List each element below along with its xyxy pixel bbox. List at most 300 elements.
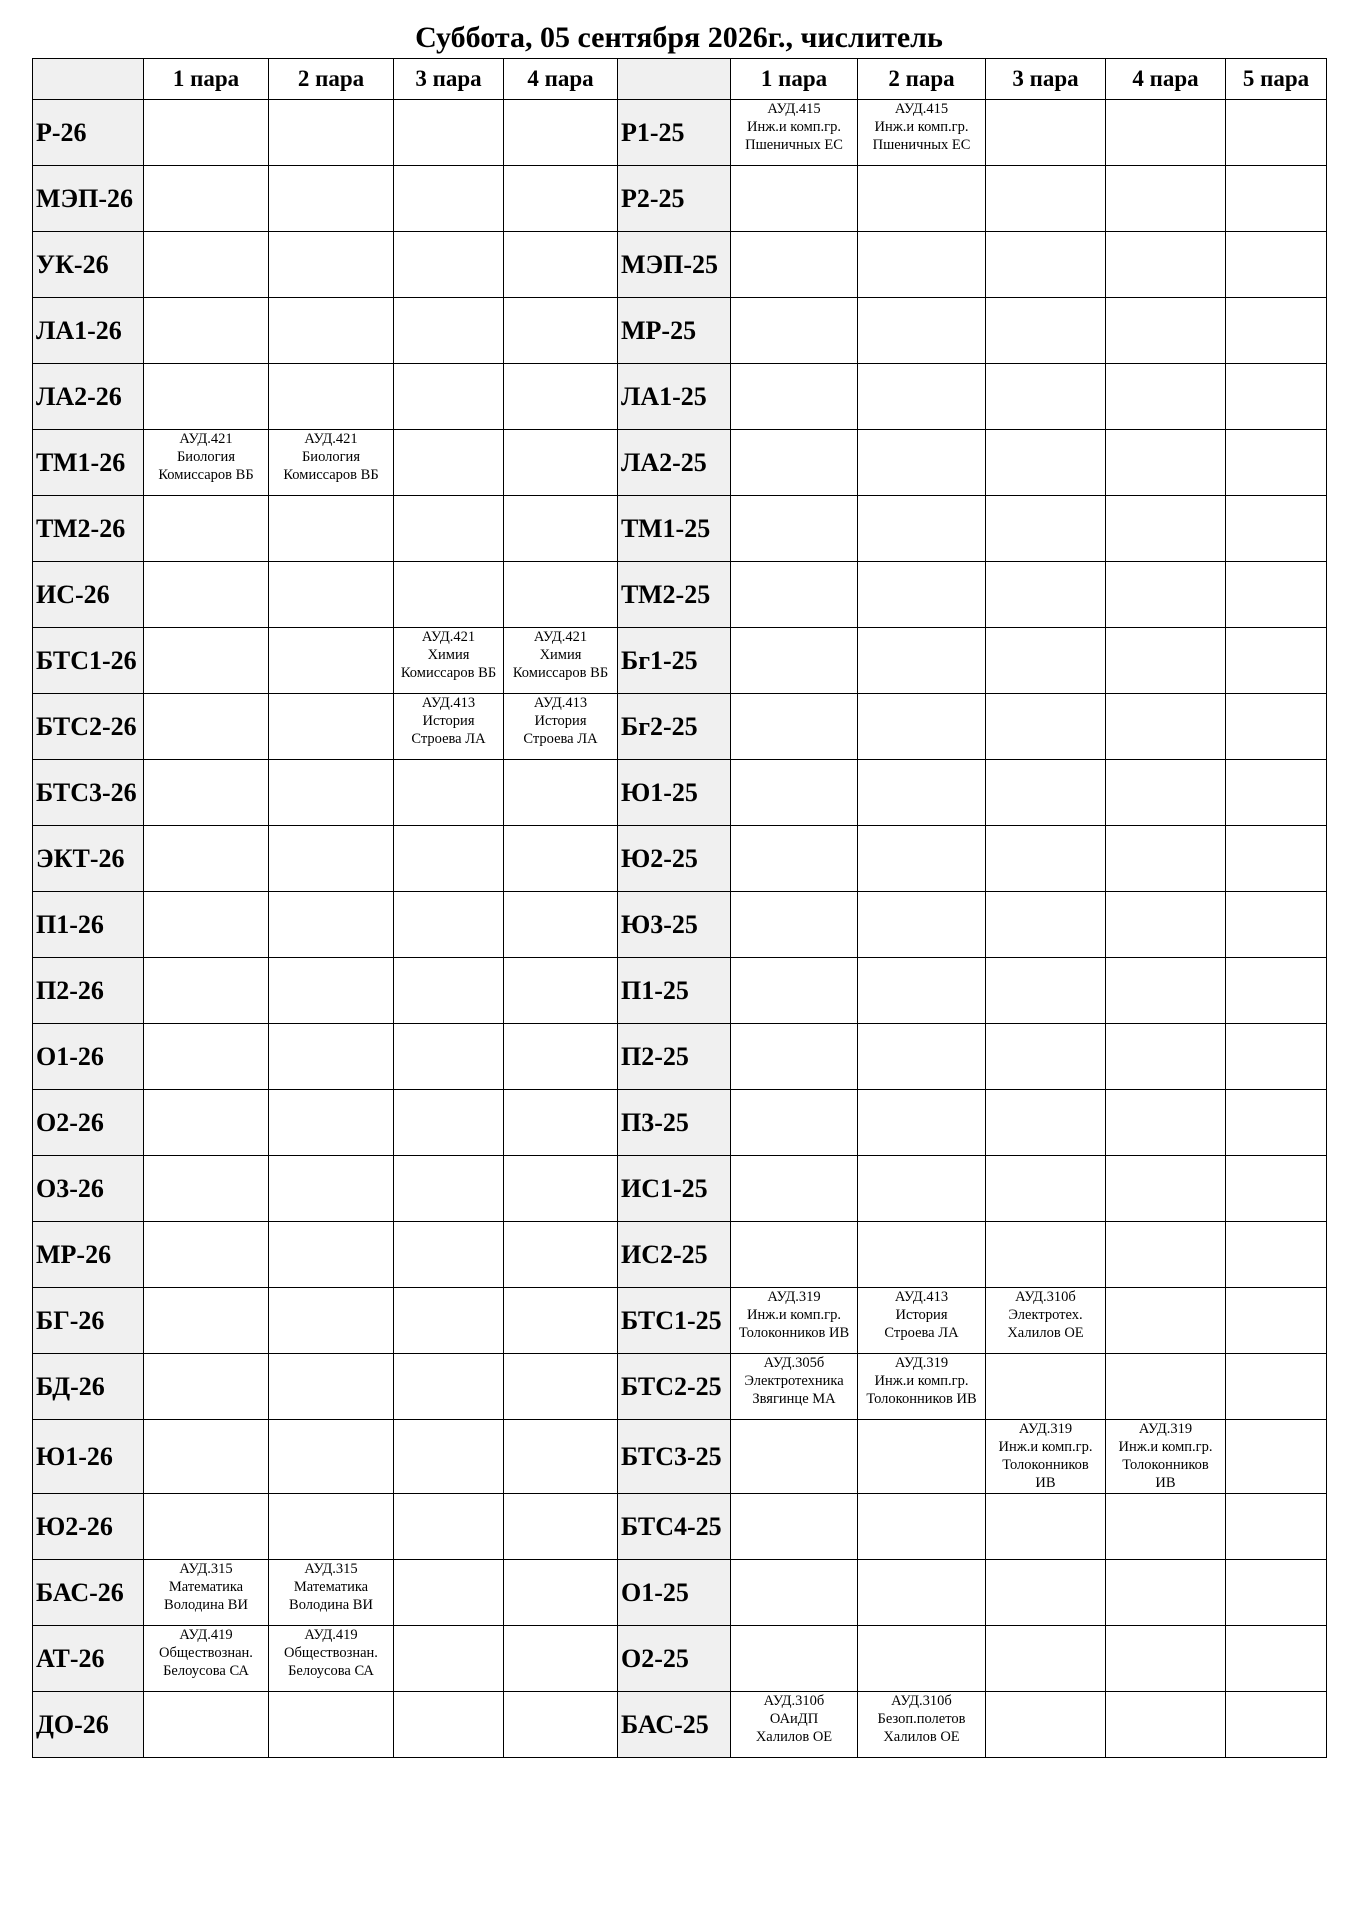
right-lesson-cell xyxy=(731,1420,858,1494)
left-lesson-cell xyxy=(394,1222,504,1288)
right-lesson-cell xyxy=(731,430,858,496)
right-group-name: П3-25 xyxy=(618,1090,731,1156)
right-lesson-cell xyxy=(986,1354,1106,1420)
right-lesson-cell xyxy=(986,100,1106,166)
table-row xyxy=(33,1222,1327,1288)
right-lesson-cell xyxy=(731,364,858,430)
left-lesson-cell xyxy=(269,1626,394,1692)
right-group-name: БТС2-25 xyxy=(618,1354,731,1420)
right-group-name: Ю1-25 xyxy=(618,760,731,826)
right-period-header: 4 пара xyxy=(1106,59,1226,100)
right-lesson-cell xyxy=(986,1090,1106,1156)
left-lesson-cell xyxy=(269,298,394,364)
right-lesson-cell xyxy=(731,496,858,562)
left-lesson-cell xyxy=(144,298,269,364)
lesson-teacher: Звягинце МА xyxy=(752,1391,836,1407)
right-group-name: Ю2-25 xyxy=(618,826,731,892)
right-lesson-cell xyxy=(1226,430,1327,496)
right-group-name: БАС-25 xyxy=(618,1692,731,1758)
right-group-name: БТС3-25 xyxy=(618,1420,731,1494)
left-lesson-cell xyxy=(269,1288,394,1354)
right-group-name: ЛА2-25 xyxy=(618,430,731,496)
lesson-subject: Инж.и комп.гр. xyxy=(874,119,969,135)
right-group-name: МР-25 xyxy=(618,298,731,364)
left-lesson-cell xyxy=(269,364,394,430)
left-lesson-cell xyxy=(504,100,618,166)
lesson-room: АУД.421 xyxy=(304,431,358,447)
right-group-name: МЭП-25 xyxy=(618,232,731,298)
left-group-name: БТС1-26 xyxy=(33,628,144,694)
right-lesson-cell xyxy=(986,496,1106,562)
left-lesson-cell xyxy=(394,826,504,892)
left-lesson-cell xyxy=(144,166,269,232)
left-lesson-cell xyxy=(504,1354,618,1420)
lesson-teacher: Володина ВИ xyxy=(164,1597,248,1613)
right-lesson-cell xyxy=(1106,1156,1226,1222)
lesson-subject: История xyxy=(534,713,587,729)
left-lesson-cell xyxy=(144,628,269,694)
left-lesson-cell xyxy=(269,1090,394,1156)
left-lesson-cell xyxy=(394,1156,504,1222)
table-row xyxy=(33,364,1327,430)
left-group-name: Ю2-26 xyxy=(33,1494,144,1560)
lesson-teacher: ИВ xyxy=(1035,1475,1056,1491)
lesson-subject: Обществознан. xyxy=(284,1645,378,1661)
table-row xyxy=(33,1420,1327,1494)
right-lesson-cell xyxy=(858,760,986,826)
lesson-teacher: ИВ xyxy=(1155,1475,1176,1491)
left-lesson-cell xyxy=(504,826,618,892)
table-row xyxy=(33,298,1327,364)
lesson-subject: Обществознан. xyxy=(159,1645,253,1661)
left-lesson-cell xyxy=(394,1090,504,1156)
left-lesson-cell xyxy=(504,1494,618,1560)
right-lesson-cell xyxy=(1226,1494,1327,1560)
left-lesson-cell xyxy=(394,1288,504,1354)
left-lesson-cell xyxy=(269,1156,394,1222)
right-lesson-cell xyxy=(986,298,1106,364)
left-lesson-cell xyxy=(144,1156,269,1222)
left-group-name: БТС2-26 xyxy=(33,694,144,760)
right-lesson-cell xyxy=(986,1626,1106,1692)
lesson-subject: Безоп.полетов xyxy=(877,1711,966,1727)
lesson-subject: Инж.и комп.гр. xyxy=(998,1439,1093,1455)
left-lesson-cell xyxy=(394,166,504,232)
left-lesson-cell xyxy=(504,1692,618,1758)
lesson-subject: Инж.и комп.гр. xyxy=(747,1307,841,1323)
right-lesson-cell xyxy=(1226,100,1327,166)
left-group-name: БД-26 xyxy=(33,1354,144,1420)
page-title: Суббота, 05 сентября 2026г., числитель xyxy=(415,21,943,54)
left-lesson-cell xyxy=(269,232,394,298)
right-lesson-cell xyxy=(731,100,858,166)
right-group-name: О1-25 xyxy=(618,1560,731,1626)
left-lesson-cell xyxy=(144,1024,269,1090)
lesson-teacher: Белоусова СА xyxy=(288,1663,374,1679)
right-lesson-cell xyxy=(1226,562,1327,628)
left-lesson-cell xyxy=(269,694,394,760)
right-lesson-cell xyxy=(1106,1222,1226,1288)
lesson-room: АУД.315 xyxy=(179,1561,233,1577)
left-group-name: БГ-26 xyxy=(33,1288,144,1354)
right-lesson-cell xyxy=(858,826,986,892)
left-lesson-cell xyxy=(394,1626,504,1692)
right-lesson-cell xyxy=(1106,958,1226,1024)
right-lesson-cell xyxy=(1226,958,1327,1024)
right-lesson-cell xyxy=(1106,1626,1226,1692)
right-lesson-cell xyxy=(986,1222,1106,1288)
right-lesson-cell xyxy=(1226,892,1327,958)
left-lesson-cell xyxy=(269,1024,394,1090)
table-row xyxy=(33,958,1327,1024)
left-lesson-cell xyxy=(269,1560,394,1626)
right-group-name: Р2-25 xyxy=(618,166,731,232)
left-lesson-cell xyxy=(144,760,269,826)
lesson-room: АУД.319 xyxy=(1138,1421,1193,1437)
right-lesson-cell xyxy=(858,1560,986,1626)
right-lesson-cell xyxy=(1226,1090,1327,1156)
right-group-name: О2-25 xyxy=(618,1626,731,1692)
table-row xyxy=(33,430,1327,496)
lesson-teacher: Халилов ОЕ xyxy=(755,1729,833,1745)
right-group-name: БТС1-25 xyxy=(618,1288,731,1354)
lesson-room: АУД.319 xyxy=(894,1355,949,1371)
left-lesson-cell xyxy=(504,364,618,430)
right-lesson-cell xyxy=(731,694,858,760)
lesson-subject: Биология xyxy=(176,449,235,465)
table-row xyxy=(33,760,1327,826)
left-lesson-cell xyxy=(394,100,504,166)
right-lesson-cell xyxy=(858,1494,986,1560)
right-lesson-cell xyxy=(1106,1494,1226,1560)
left-group-name: Р-26 xyxy=(33,100,144,166)
left-lesson-cell xyxy=(394,1354,504,1420)
left-lesson-cell xyxy=(144,364,269,430)
right-lesson-cell xyxy=(858,1024,986,1090)
right-group-name: ИС1-25 xyxy=(618,1156,731,1222)
left-lesson-cell xyxy=(269,562,394,628)
left-lesson-cell xyxy=(394,430,504,496)
left-lesson-cell xyxy=(269,166,394,232)
left-period-header: 3 пара xyxy=(394,59,504,100)
right-lesson-cell xyxy=(731,958,858,1024)
left-period-header: 2 пара xyxy=(269,59,394,100)
right-lesson-cell xyxy=(986,892,1106,958)
left-lesson-cell xyxy=(504,760,618,826)
right-lesson-cell xyxy=(1106,826,1226,892)
right-lesson-cell xyxy=(731,298,858,364)
right-lesson-cell xyxy=(858,892,986,958)
left-group-name: МР-26 xyxy=(33,1222,144,1288)
table-row xyxy=(33,1156,1327,1222)
right-group-name: Бг1-25 xyxy=(618,628,731,694)
lesson-room: АУД.305б xyxy=(763,1355,825,1371)
right-lesson-cell xyxy=(731,1494,858,1560)
right-lesson-cell xyxy=(858,364,986,430)
left-lesson-cell xyxy=(394,1692,504,1758)
left-group-name: ДО-26 xyxy=(33,1692,144,1758)
left-lesson-cell xyxy=(504,298,618,364)
lesson-subject: История xyxy=(895,1307,948,1323)
lesson-teacher: Толоконников ИВ xyxy=(738,1325,850,1341)
left-lesson-cell xyxy=(144,1222,269,1288)
left-lesson-cell xyxy=(394,298,504,364)
left-lesson-cell xyxy=(144,562,269,628)
right-lesson-cell xyxy=(1226,1692,1327,1758)
right-lesson-cell xyxy=(858,166,986,232)
right-group-name: БТС4-25 xyxy=(618,1494,731,1560)
right-lesson-cell xyxy=(731,1156,858,1222)
table-row xyxy=(33,1288,1327,1354)
left-group-name: Ю1-26 xyxy=(33,1420,144,1494)
right-period-header: 2 пара xyxy=(858,59,986,100)
left-lesson-cell xyxy=(504,562,618,628)
left-lesson-cell xyxy=(394,1560,504,1626)
right-lesson-cell xyxy=(858,1156,986,1222)
table-row xyxy=(33,1354,1327,1420)
left-lesson-cell xyxy=(144,1090,269,1156)
left-lesson-cell xyxy=(504,1024,618,1090)
left-lesson-cell xyxy=(144,1626,269,1692)
lesson-room: АУД.421 xyxy=(533,629,588,645)
right-lesson-cell xyxy=(986,232,1106,298)
right-lesson-cell xyxy=(1226,1420,1327,1494)
lesson-subject: Электротехника xyxy=(744,1373,844,1389)
right-group-name: ТМ2-25 xyxy=(618,562,731,628)
left-lesson-cell xyxy=(504,958,618,1024)
right-lesson-cell xyxy=(1106,1560,1226,1626)
lesson-subject: Математика xyxy=(293,1579,369,1595)
right-lesson-cell xyxy=(1226,628,1327,694)
left-corner-cell xyxy=(33,59,144,100)
right-group-name: П2-25 xyxy=(618,1024,731,1090)
right-lesson-cell xyxy=(858,1420,986,1494)
left-lesson-cell xyxy=(504,1288,618,1354)
lesson-teacher: Халилов ОЕ xyxy=(1007,1325,1084,1341)
left-lesson-cell xyxy=(394,1024,504,1090)
lesson-room: АУД.413 xyxy=(421,695,476,711)
left-lesson-cell xyxy=(144,1288,269,1354)
lesson-subject: Химия xyxy=(539,647,582,663)
right-lesson-cell xyxy=(731,892,858,958)
left-lesson-cell xyxy=(269,760,394,826)
left-group-name: П1-26 xyxy=(33,892,144,958)
left-lesson-cell xyxy=(144,1494,269,1560)
right-group-name: ИС2-25 xyxy=(618,1222,731,1288)
table-row xyxy=(33,1024,1327,1090)
right-lesson-cell xyxy=(731,628,858,694)
left-group-name: БТС3-26 xyxy=(33,760,144,826)
right-lesson-cell xyxy=(731,1626,858,1692)
table-row xyxy=(33,166,1327,232)
lesson-teacher: Строева ЛА xyxy=(523,731,598,747)
right-lesson-cell xyxy=(1226,1288,1327,1354)
left-lesson-cell xyxy=(144,892,269,958)
left-lesson-cell xyxy=(504,1560,618,1626)
table-row xyxy=(33,1560,1327,1626)
lesson-room: АУД.310б xyxy=(1015,1289,1076,1305)
left-lesson-cell xyxy=(504,1090,618,1156)
right-lesson-cell xyxy=(858,1626,986,1692)
right-lesson-cell xyxy=(986,1156,1106,1222)
lesson-room: АУД.419 xyxy=(179,1627,233,1643)
lesson-room: АУД.421 xyxy=(179,431,233,447)
table-row xyxy=(33,694,1327,760)
left-lesson-cell xyxy=(504,1420,618,1494)
right-corner-cell xyxy=(618,59,731,100)
left-lesson-cell xyxy=(394,1494,504,1560)
left-lesson-cell xyxy=(394,364,504,430)
right-lesson-cell xyxy=(858,496,986,562)
lesson-room: АУД.413 xyxy=(894,1289,949,1305)
left-lesson-cell xyxy=(144,232,269,298)
left-lesson-cell xyxy=(504,892,618,958)
right-lesson-cell xyxy=(1106,562,1226,628)
header-row xyxy=(33,59,1327,100)
right-lesson-cell xyxy=(1226,760,1327,826)
right-lesson-cell xyxy=(1106,1090,1226,1156)
lesson-teacher: Володина ВИ xyxy=(289,1597,373,1613)
right-lesson-cell xyxy=(1226,826,1327,892)
right-lesson-cell xyxy=(731,1692,858,1758)
lesson-teacher: Пшеничных ЕС xyxy=(872,137,971,153)
right-lesson-cell xyxy=(986,1560,1106,1626)
left-lesson-cell xyxy=(269,1494,394,1560)
left-lesson-cell xyxy=(144,430,269,496)
lesson-teacher: Толоконников ИВ xyxy=(866,1391,977,1407)
right-lesson-cell xyxy=(986,760,1106,826)
left-lesson-cell xyxy=(394,496,504,562)
schedule-table xyxy=(32,58,1327,1758)
right-lesson-cell xyxy=(858,232,986,298)
right-group-name: ЛА1-25 xyxy=(618,364,731,430)
left-lesson-cell xyxy=(144,694,269,760)
right-lesson-cell xyxy=(1226,1354,1327,1420)
lesson-teacher: Толоконников xyxy=(1122,1457,1209,1473)
table-row xyxy=(33,100,1327,166)
right-lesson-cell xyxy=(1106,1024,1226,1090)
table-row xyxy=(33,232,1327,298)
left-lesson-cell xyxy=(504,1222,618,1288)
table-row xyxy=(33,1692,1327,1758)
left-group-name: О2-26 xyxy=(33,1090,144,1156)
lesson-room: АУД.415 xyxy=(894,101,949,117)
right-period-header: 1 пара xyxy=(731,59,858,100)
right-lesson-cell xyxy=(986,826,1106,892)
right-lesson-cell xyxy=(858,958,986,1024)
right-lesson-cell xyxy=(1226,1626,1327,1692)
left-lesson-cell xyxy=(504,694,618,760)
left-group-name: АТ-26 xyxy=(33,1626,144,1692)
left-group-name: О1-26 xyxy=(33,1024,144,1090)
right-lesson-cell xyxy=(858,298,986,364)
left-lesson-cell xyxy=(394,694,504,760)
table-row xyxy=(33,892,1327,958)
right-lesson-cell xyxy=(986,1420,1106,1494)
right-lesson-cell xyxy=(1106,1354,1226,1420)
table-row xyxy=(33,628,1327,694)
right-lesson-cell xyxy=(986,694,1106,760)
left-group-name: ЛА2-26 xyxy=(33,364,144,430)
right-lesson-cell xyxy=(858,1692,986,1758)
right-lesson-cell xyxy=(986,430,1106,496)
right-lesson-cell xyxy=(858,1354,986,1420)
left-lesson-cell xyxy=(394,562,504,628)
lesson-room: АУД.315 xyxy=(304,1561,358,1577)
lesson-room: АУД.415 xyxy=(767,101,821,117)
left-lesson-cell xyxy=(144,100,269,166)
left-lesson-cell xyxy=(394,628,504,694)
left-lesson-cell xyxy=(504,232,618,298)
left-lesson-cell xyxy=(269,430,394,496)
lesson-teacher: Халилов ОЕ xyxy=(883,1729,960,1745)
lesson-teacher: Комиссаров ВБ xyxy=(512,665,609,681)
right-lesson-cell xyxy=(986,1288,1106,1354)
left-lesson-cell xyxy=(504,166,618,232)
left-lesson-cell xyxy=(394,232,504,298)
left-lesson-cell xyxy=(144,1560,269,1626)
right-lesson-cell xyxy=(1106,760,1226,826)
table-row xyxy=(33,1090,1327,1156)
right-lesson-cell xyxy=(1226,1560,1327,1626)
left-lesson-cell xyxy=(504,430,618,496)
table-row xyxy=(33,496,1327,562)
lesson-teacher: Комиссаров ВБ xyxy=(158,467,254,483)
right-lesson-cell xyxy=(731,760,858,826)
left-lesson-cell xyxy=(394,1420,504,1494)
lesson-subject: Инж.и комп.гр. xyxy=(747,119,841,135)
right-lesson-cell xyxy=(986,958,1106,1024)
left-lesson-cell xyxy=(144,958,269,1024)
right-lesson-cell xyxy=(731,1024,858,1090)
table-row xyxy=(33,562,1327,628)
right-lesson-cell xyxy=(986,1692,1106,1758)
right-lesson-cell xyxy=(1106,1288,1226,1354)
lesson-teacher: Строева ЛА xyxy=(884,1325,959,1341)
left-lesson-cell xyxy=(269,826,394,892)
right-lesson-cell xyxy=(858,1090,986,1156)
left-group-name: ЛА1-26 xyxy=(33,298,144,364)
right-lesson-cell xyxy=(1226,1222,1327,1288)
lesson-teacher: Толоконников xyxy=(1002,1457,1089,1473)
left-period-header: 4 пара xyxy=(504,59,618,100)
left-lesson-cell xyxy=(394,760,504,826)
right-lesson-cell xyxy=(1226,298,1327,364)
lesson-subject: История xyxy=(422,713,475,729)
right-lesson-cell xyxy=(986,562,1106,628)
right-lesson-cell xyxy=(1226,1156,1327,1222)
left-lesson-cell xyxy=(144,1692,269,1758)
right-lesson-cell xyxy=(1106,496,1226,562)
left-lesson-cell xyxy=(269,1222,394,1288)
left-lesson-cell xyxy=(269,100,394,166)
lesson-subject: ОАиДП xyxy=(769,1711,819,1727)
right-lesson-cell xyxy=(986,1024,1106,1090)
right-lesson-cell xyxy=(858,430,986,496)
left-lesson-cell xyxy=(269,496,394,562)
right-lesson-cell xyxy=(731,1222,858,1288)
right-lesson-cell xyxy=(731,166,858,232)
right-lesson-cell xyxy=(858,628,986,694)
left-lesson-cell xyxy=(504,1156,618,1222)
left-lesson-cell xyxy=(504,496,618,562)
right-lesson-cell xyxy=(731,232,858,298)
right-lesson-cell xyxy=(1106,298,1226,364)
right-lesson-cell xyxy=(1106,1692,1226,1758)
left-lesson-cell xyxy=(394,958,504,1024)
right-lesson-cell xyxy=(1106,430,1226,496)
right-lesson-cell xyxy=(858,1288,986,1354)
